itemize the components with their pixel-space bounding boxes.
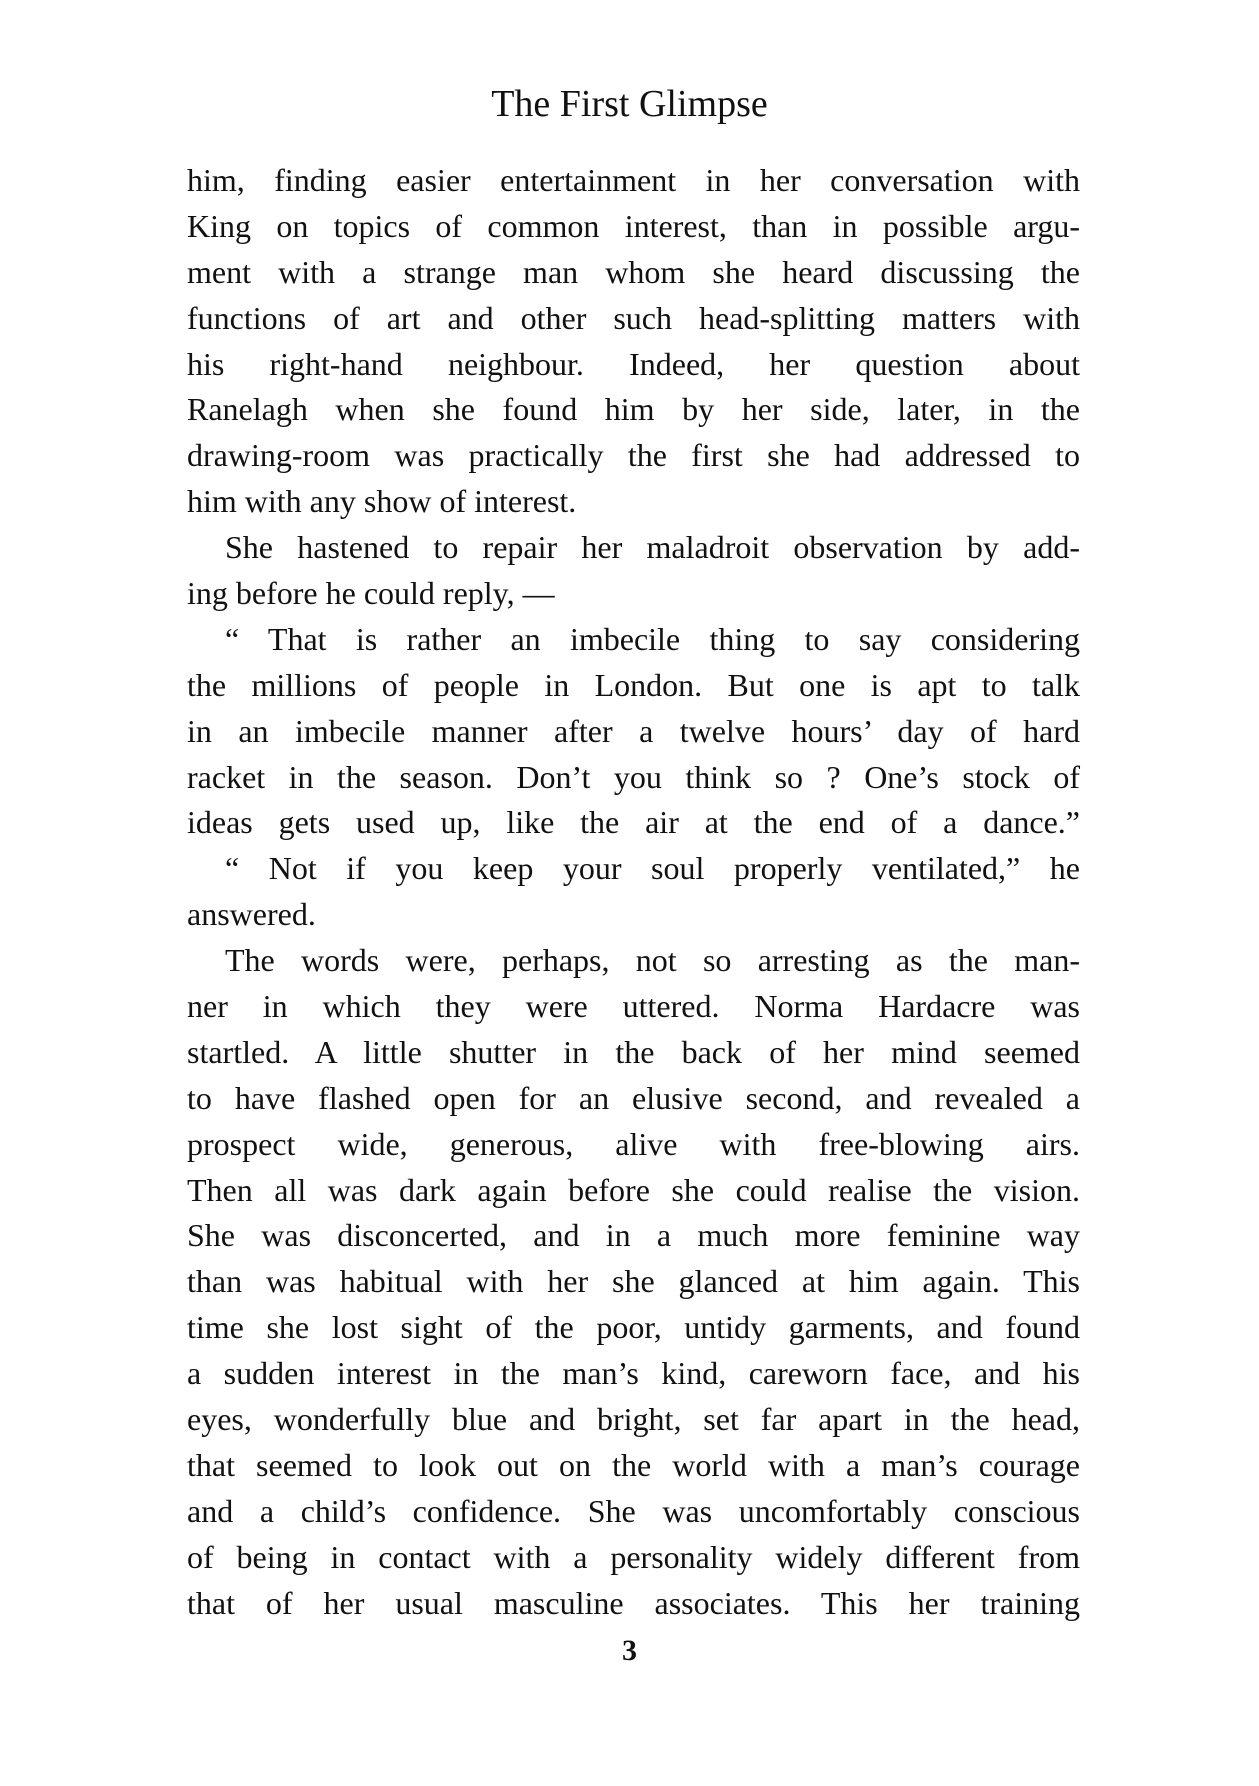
text-line: him, finding easier entertainment in her conversation with: [187, 162, 1080, 198]
text-line: drawing-room was practically the first she had addressed to: [187, 437, 1080, 474]
text-line: The words were, perhaps, not so arresting as the man-: [225, 942, 1080, 979]
page-number: 3: [622, 1634, 637, 1667]
text-line: his right-hand neighbour. Indeed, her question about: [187, 345, 1080, 382]
text-line: “ That is rather an imbecile thing to say considering: [225, 620, 1080, 657]
text-line: ment with a strange man whom she heard discussing the: [187, 253, 1080, 290]
text-line: a sudden interest in the man’s kind, careworn face, and his: [187, 1355, 1080, 1392]
text-line: She hastened to repair her maladroit observation by add-: [225, 529, 1080, 566]
text-line: him with any show of interest.: [187, 483, 577, 520]
body-text: [187, 158, 1080, 1627]
text-line: eyes, wonderfully blue and bright, set far apart in the head,: [187, 1401, 1080, 1438]
text-line: time she lost sight of the poor, untidy garments, and found: [187, 1309, 1080, 1346]
text-line: King on topics of common interest, than in possible argu-: [187, 207, 1080, 244]
text-line: racket in the season. Don’t you think so ? One’s stock of: [187, 758, 1080, 795]
text-line: and a child’s confidence. She was uncomfortably conscious: [187, 1492, 1080, 1529]
text-line: that seemed to look out on the world with a man’s courage: [187, 1446, 1080, 1483]
text-line: of being in contact with a personality widely different from: [187, 1538, 1080, 1575]
text-line: She was disconcerted, and in a much more feminine way: [187, 1217, 1080, 1254]
text-line: than was habitual with her she glanced at him again. This: [187, 1263, 1080, 1300]
text-line: the millions of people in London. But one is apt to talk: [187, 666, 1080, 703]
text-line: in an imbecile manner after a twelve hours’ day of hard: [187, 712, 1080, 749]
running-header-title: The First Glimpse: [491, 83, 768, 125]
text-line: Then all was dark again before she could realise the vision.: [187, 1171, 1080, 1208]
text-line: that of her usual masculine associates. This her training: [187, 1584, 1080, 1621]
text-line: Ranelagh when she found him by her side, later, in the: [187, 391, 1080, 428]
text-line: ideas gets used up, like the air at the end of a dance.”: [187, 804, 1080, 841]
text-line: prospect wide, generous, alive with free-blowing airs.: [187, 1125, 1080, 1162]
text-line: functions of art and other such head-splitting matters with: [187, 299, 1080, 336]
text-line: ing before he could reply, —: [187, 575, 555, 612]
text-line: ner in which they were uttered. Norma Hardacre was: [187, 988, 1080, 1025]
text-line: startled. A little shutter in the back of her mind seemed: [187, 1033, 1080, 1070]
text-line: “ Not if you keep your soul properly ventilated,” he: [225, 850, 1080, 887]
text-line: answered.: [187, 896, 316, 933]
text-line: to have flashed open for an elusive second, and revealed a: [187, 1079, 1080, 1116]
